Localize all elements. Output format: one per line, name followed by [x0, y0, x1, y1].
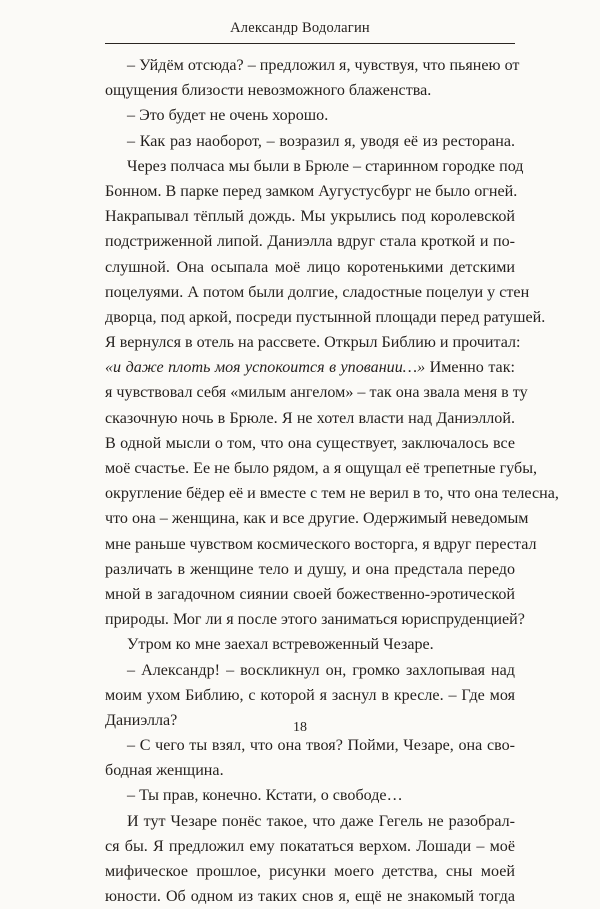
- text-line-2: ощущения близости невозможного блаженства.: [105, 82, 432, 100]
- page-number: 18: [293, 720, 307, 735]
- text-line-19: что она – женщина, как и все другие. Одержимый неведомым: [105, 510, 529, 528]
- text-line-13: [105, 355, 515, 380]
- running-head-author: Александр Водолагин: [230, 20, 370, 36]
- text-line-8: подстриженной липой. Даниэлла вдруг стала кроткой и по-: [105, 233, 515, 251]
- text-line-10: поцелуями. А потом были долгие, сладостные поцелуи у стен: [105, 283, 530, 301]
- text-line-12: Я вернулся в отель на рассвете. Открыл Библию и прочитал:: [105, 334, 521, 352]
- text-line-14: я чувствовал себя «милым ангелом» – так она звала меня в ту: [105, 384, 528, 402]
- text-line-13-tail: Именно так:: [425, 359, 515, 377]
- text-line-27: Даниэлла?: [105, 711, 178, 729]
- text-line-15: сказочную ночь в Брюле. Я не хотел власти над Даниэллой.: [105, 409, 515, 427]
- text-line-34: юности. Об одном из таких снов я, ещё не знакомый тогда: [105, 888, 515, 906]
- text-line-4: – Как раз наоборот, – возразил я, уводя её из ресторана.: [127, 132, 515, 150]
- header-rule: [105, 43, 515, 44]
- text-line-33: мифическое прошлое, рисунки моего детства, сны моей: [105, 863, 515, 880]
- text-line-31: И тут Чезаре понёс такое, что даже Гегель не разобрал-: [127, 812, 515, 830]
- text-line-28: – С чего ты взял, что она твоя? Пойми, Чезаре, она сво-: [127, 737, 515, 755]
- text-line-17: моё счастье. Ее не было рядом, а я ощущал её трепетные губы,: [105, 460, 538, 477]
- text-line-29: бодная женщина.: [105, 762, 224, 780]
- text-line-9: слушной. Она осыпала моё лицо коротенькими детскими: [105, 258, 515, 276]
- text-line-23: природы. Мог ли я после этого заниматься юриспруденцией?: [105, 611, 525, 629]
- bible-quote: «и даже плоть моя успокоится в уповании…»: [105, 359, 426, 377]
- text-line-20: мне раньше чувством космического восторга, я вдруг перестал: [105, 535, 537, 553]
- text-line-16: В одной мысли о том, что она существует, заключалось все: [105, 434, 515, 452]
- text-line-30: – Ты прав, конечно. Кстати, о свободе…: [127, 787, 403, 805]
- text-line-26: моим ухом Библию, с которой я заснул в кресле. – Где моя: [105, 686, 515, 704]
- text-line-22: мной в загадочном сиянии своей божественно-эротической: [105, 585, 515, 603]
- text-line-1: – Уйдём отсюда? – предложил я, чувствуя, что пьянею от: [127, 57, 520, 74]
- text-line-6: Бонном. В парке перед замком Аугустусбург не было огней.: [105, 182, 518, 200]
- body-text: [105, 53, 559, 909]
- text-line-11: дворца, под аркой, посреди пустынной площади перед ратушей.: [105, 308, 546, 326]
- text-line-5: Через полчаса мы были в Брюле – старинном городке под: [127, 157, 524, 175]
- text-line-21: различать в женщине тело и душу, и она предстала передо: [105, 560, 515, 578]
- text-line-18: округление бёдер её и вместе с тем не верил в то, что она телесна,: [105, 485, 559, 503]
- text-line-32: ся бы. Я предложил ему покататься верхом. Лошади – моё: [105, 837, 515, 855]
- text-line-24: Утром ко мне заехал встревоженный Чезаре.: [127, 636, 434, 654]
- text-line-7: Накрапывал тёплый дождь. Мы укрылись под королевской: [105, 208, 515, 226]
- text-line-3: – Это будет не очень хорошо.: [127, 107, 329, 125]
- text-line-25: – Александр! – воскликнул он, громко захлопывая над: [127, 661, 515, 679]
